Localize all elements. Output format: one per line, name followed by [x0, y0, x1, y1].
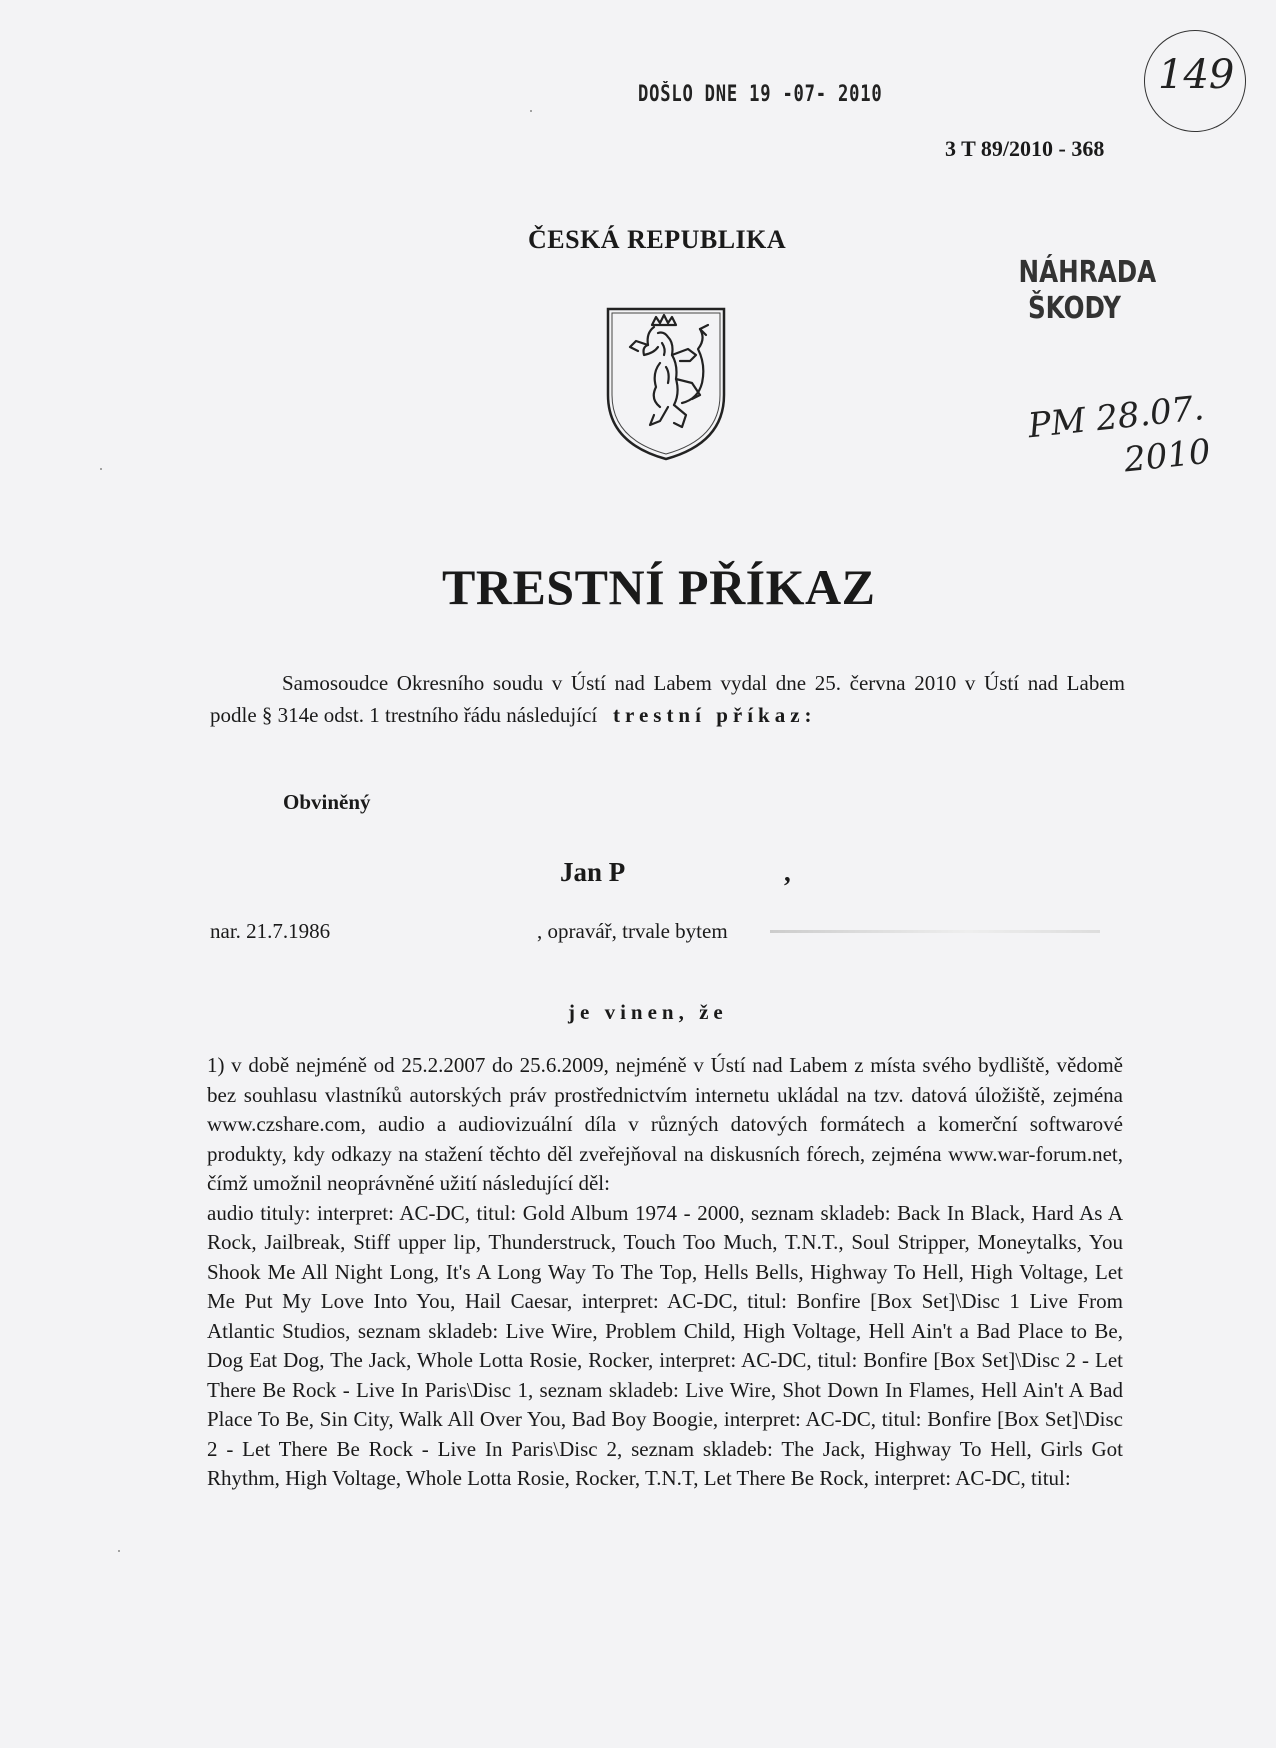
redaction-mark — [770, 930, 1100, 933]
received-stamp: DOŠLO DNE 19 -07- 2010 — [638, 82, 883, 107]
accused-name-comma: , — [784, 857, 791, 887]
guilty-heading: je vinen, že — [568, 1000, 728, 1024]
occupation-residence: , opravář, trvale bytem — [537, 919, 728, 943]
damages-stamp-line: NÁHRADA — [1018, 255, 1157, 290]
coat-of-arms-icon — [602, 303, 730, 463]
scan-dot — [100, 468, 102, 470]
handwritten-date-line: PM 28.07. — [1026, 388, 1206, 447]
order-word: trestní příkaz: — [613, 703, 817, 727]
charge-item: 1) v době nejméně od 25.2.2007 do 25.6.2009, nejméně v Ústí nad Labem z místa svého bydliště, vědomě bez souhlasu vlastníků autorských práv prostřednictvím internetu ukládal na tzv. datová úložiště, zejména www.czshare.com, audio a audiovizuální díla v různých datových formátech a komerční softwarové produkty, kdy odkazy na stažení těchto děl zveřejňoval na diskusních fórech, zejména www.war-forum.net, čímž umožnil neoprávněné užití následující děl: — [207, 1053, 1123, 1195]
lead-text-main: Samosoudce Okresního soudu v Ústí nad Labem vydal dne 25. června 2010 v Ústí nad Labem podle § 314e odst. 1 trestního řádu následující — [210, 671, 1125, 727]
case-number: 3 T 89/2010 - 368 — [945, 136, 1105, 161]
damages-stamp — [1018, 255, 1157, 327]
accused-name: Jan P — [560, 857, 626, 887]
document-title: TRESTNÍ PŘÍKAZ — [442, 559, 876, 615]
accused-label: Obviněný — [283, 790, 371, 814]
body-text — [207, 1051, 1123, 1494]
handwritten-date-line: 2010 — [1122, 431, 1213, 481]
country-heading: ČESKÁ REPUBLIKA — [528, 225, 787, 254]
titles-list: audio tituly: interpret: AC-DC, titul: Gold Album 1974 - 2000, seznam skladeb: Back In Black, Hard As A Rock, Jailbreak, Stiff upper lip, Thunderstruck, Touch Too Much, T.N.T., Soul Stripper, Moneytalks, You Shook Me All Night Long, It's A Long Way To The Top, Hells Bells, Highway To Hell, High Voltage, Let Me Put My Love Into You, Hail Caesar, interpret: AC-DC, titul: Bonfire [Box Set]\Disc 1 Live From Atlantic Studios, seznam skladeb: Live Wire, Problem Child, High Voltage, Hell Ain't a Bad Place to Be, Dog Eat Dog, The Jack, Whole Lotta Rosie, Rocker, interpret: AC-DC, titul: Bonfire [Box Set]\Disc 2 - Let There Be Rock - Live In Paris\Disc 1, seznam skladeb: Live Wire, Shot Down In Flames, Hell Ain't A Bad Place To Be, Sin City, Walk All Over You, Bad Boy Boogie, interpret: AC-DC, titul: Bonfire [Box Set]\Disc 2 - Let There Be Rock - Live In Paris\Disc 2, seznam skladeb: The Jack, Highway To Hell, Girls Got Rhythm, High Voltage, Whole Lotta Rosie, Rocker, T.N.T, Let There Be Rock, interpret: AC-DC, titul: — [207, 1200, 1123, 1490]
damages-stamp-line: ŠKODY — [1027, 291, 1121, 326]
birth-date: nar. 21.7.1986 — [210, 919, 331, 943]
handwritten-date — [1026, 386, 1213, 492]
scan-dot — [530, 110, 532, 112]
scan-dot — [118, 1550, 120, 1552]
lead-text — [210, 667, 1125, 731]
folio-number: 149 — [1158, 52, 1235, 98]
lead-paragraph — [210, 667, 1125, 731]
